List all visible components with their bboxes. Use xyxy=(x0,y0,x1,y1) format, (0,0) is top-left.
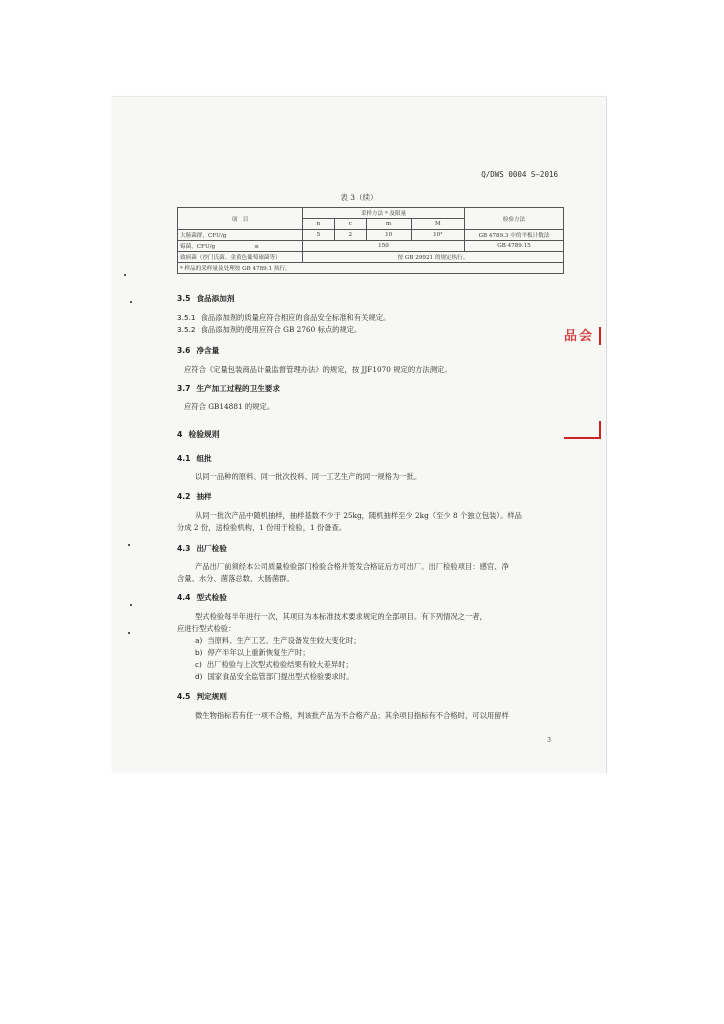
paragraph: 产品出厂前须经本公司质量检验部门检验合格并签发合格证后方可出厂。出厂检验项目：感官、净 xyxy=(195,562,509,571)
list-item: d) 国家食品安全监管部门提出型式检验要求时。 xyxy=(195,672,354,681)
paragraph: 应进行型式检验： xyxy=(177,624,236,633)
table-header-row xyxy=(178,208,564,219)
scan-speck xyxy=(130,301,132,303)
section-heading: 4.5 判定规则 xyxy=(177,692,227,701)
table-row xyxy=(178,241,564,252)
section-heading: 3.7 生产加工过程的卫生要求 xyxy=(177,384,280,393)
section-heading: 3.6 净含量 xyxy=(177,346,220,355)
list-item: c) 出厂检验与上次型式检验结果有较大差异时； xyxy=(195,660,353,669)
chapter-heading: 4 检验规则 xyxy=(177,430,220,439)
paragraph: 含量、水分、菌落总数、大肠菌群。 xyxy=(177,574,294,583)
cell-item: 霉菌，CFU/g ≤ xyxy=(178,241,303,252)
paragraph: 应符合 GB14881 的规定。 xyxy=(184,402,275,411)
table-row xyxy=(178,230,564,241)
header-sampling: 采样方法 ª 及限量 xyxy=(303,208,465,219)
table-footnote-row xyxy=(178,263,564,274)
page-number: 3 xyxy=(547,737,551,744)
scan-speck xyxy=(130,604,132,606)
cell-M: 10² xyxy=(411,230,464,241)
paragraph: 以同一品种的原料、同一批次投料、同一工艺生产的同一规格为一批。 xyxy=(195,472,422,481)
list-item: a) 当原料、生产工艺、生产设备发生较大变化时； xyxy=(195,636,361,645)
section-heading: 4.3 出厂检验 xyxy=(177,544,227,553)
table-footnote: ª 样品的采样量及处理按 GB 4789.1 执行。 xyxy=(178,263,564,274)
paragraph: 从同一批次产品中随机抽样，抽样基数不少于 25kg，随机抽样至少 2kg（至少 8 个独立包装）。样品 xyxy=(195,511,522,520)
subheader-c: c xyxy=(334,219,366,230)
subheader-M: M xyxy=(411,219,464,230)
section-heading: 4.4 型式检验 xyxy=(177,593,227,602)
document-page xyxy=(112,96,607,773)
cell-limit: 按 GB 29921 的规定执行。 xyxy=(303,252,564,263)
table-row xyxy=(178,252,564,263)
cell-item: 大肠菌群，CFU/g xyxy=(178,230,303,241)
scan-speck xyxy=(128,632,130,634)
seal-stamp: 品会 xyxy=(564,329,595,344)
cell-method: GB 4789.15 xyxy=(465,241,564,252)
paragraph: 应符合《定量包装商品计量监督管理办法》的规定，按 JJF1070 规定的方法测定。 xyxy=(184,365,452,374)
paragraph: 型式检验每半年进行一次，其项目为本标准技术要求规定的全部项目。有下列情况之一者， xyxy=(195,612,487,621)
scan-speck xyxy=(128,544,130,546)
header-item: 项 目 xyxy=(178,208,303,230)
cell-n: 5 xyxy=(303,230,335,241)
table-title: 表 3（续） xyxy=(340,193,378,202)
subheader-m: m xyxy=(366,219,411,230)
document-code: Q/DWS 0004 S—2016 xyxy=(481,170,558,179)
section-heading: 4.1 组批 xyxy=(177,454,212,463)
paragraph: 分成 2 份，送检验机构，1 份用于检验，1 份备查。 xyxy=(177,523,347,532)
section-heading: 4.2 抽样 xyxy=(177,492,212,501)
section-heading: 3.5 食品添加剂 xyxy=(177,294,235,303)
seal-stamp-corner xyxy=(564,437,600,439)
cell-limit: 150 xyxy=(303,241,465,252)
cell-c: 2 xyxy=(334,230,366,241)
cell-m: 10 xyxy=(366,230,411,241)
cell-item: 致病菌（沙门氏菌、金黄色葡萄球菌等） xyxy=(178,252,303,263)
paragraph: 微生物指标若有任一项不合格，判该批产品为不合格产品；其余项目指标有不合格时，可以用留样 xyxy=(195,711,509,720)
paragraph: 3.5.1 食品添加剂的质量应符合相应的食品安全标准和有关规定。 xyxy=(177,313,391,322)
paragraph: 3.5.2 食品添加剂的使用应符合 GB 2760 标点的规定。 xyxy=(177,325,362,334)
seal-stamp-edge xyxy=(599,327,601,345)
cell-method: GB 4789.3 中的平板计数法 xyxy=(465,230,564,241)
subheader-n: n xyxy=(303,219,335,230)
specification-table xyxy=(177,207,564,274)
list-item: b) 停产半年以上重新恢复生产时； xyxy=(195,648,310,657)
scan-speck xyxy=(124,274,126,276)
header-method: 检验方法 xyxy=(465,208,564,230)
